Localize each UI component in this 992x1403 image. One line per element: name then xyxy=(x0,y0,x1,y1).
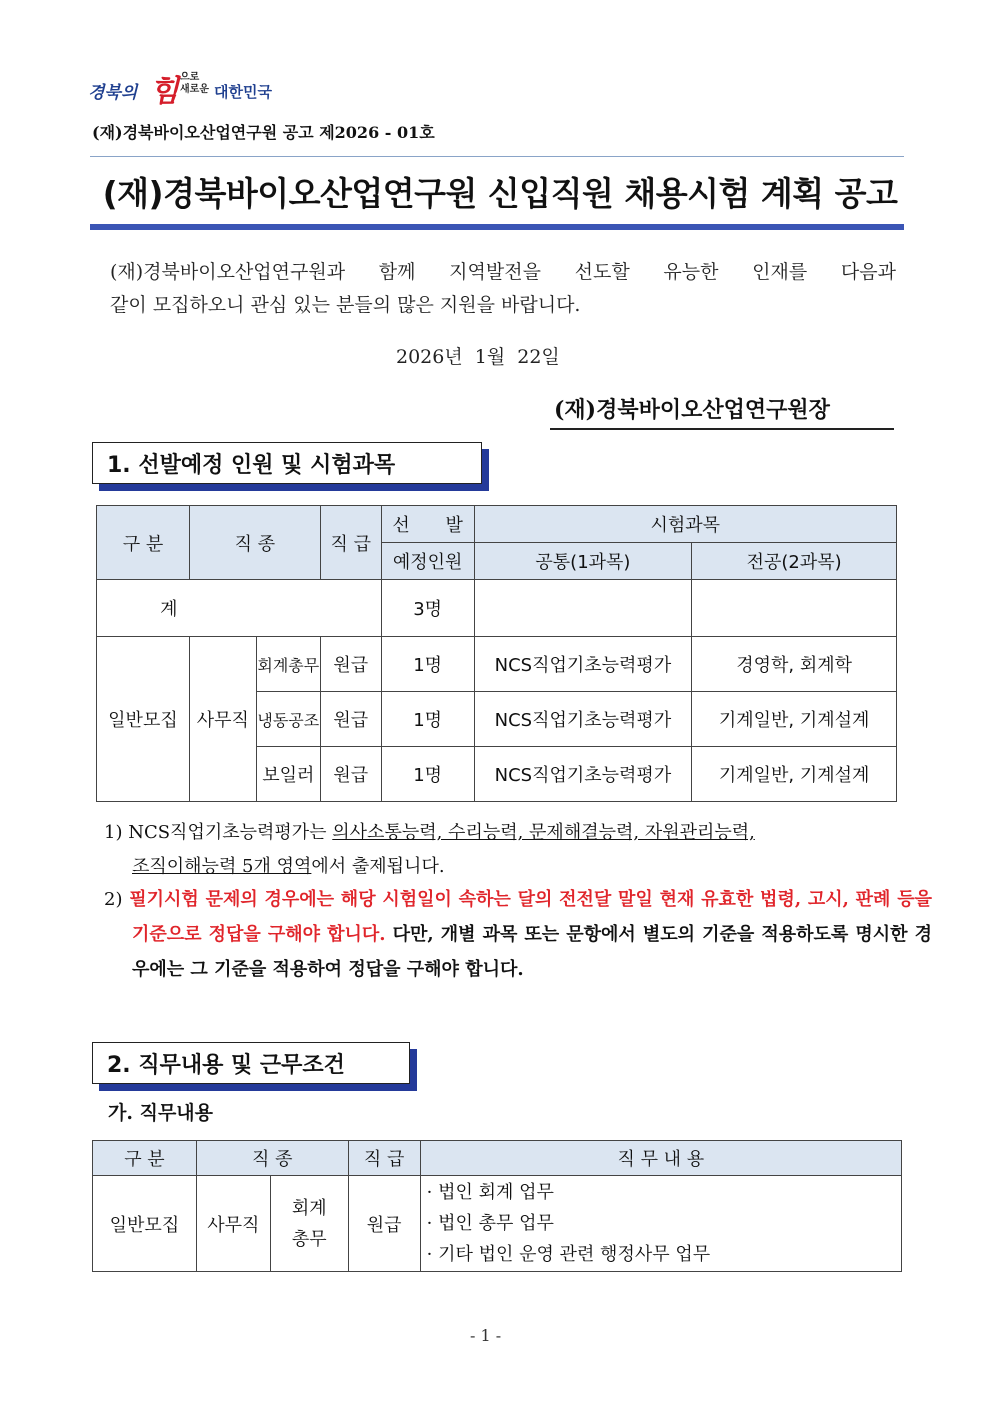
subsection-a-title: 가. 직무내용 xyxy=(108,1102,213,1124)
duty-item: · 법인 회계 업무 xyxy=(426,1182,554,1203)
duty-job-cell: 사무직 xyxy=(196,1176,270,1272)
note-1-suffix: 에서 출제됩니다. xyxy=(311,856,445,877)
signer: (재)경북바이오산업연구원장 xyxy=(554,397,830,423)
section-2-heading xyxy=(92,1042,410,1084)
total-major xyxy=(692,580,897,637)
grade-cell: 원급 xyxy=(320,692,381,747)
header-category: 구 분 xyxy=(97,506,190,580)
duty-header-category: 구 분 xyxy=(93,1141,197,1176)
intro-line-1: (재)경북바이오산업연구원과 함께 지역발전을 선도할 유능한 인재를 다음과 xyxy=(110,261,896,283)
note-1-prefix: 1) NCS직업기초능력평가는 xyxy=(104,822,327,843)
count-cell: 1명 xyxy=(381,747,474,802)
common-subject-cell: NCS직업기초능력평가 xyxy=(474,747,692,802)
duty-field-line1: 회계 xyxy=(291,1197,327,1219)
grade-cell: 원급 xyxy=(320,747,381,802)
duty-header-job-type: 직 종 xyxy=(196,1141,348,1176)
logo-small-line2: 새로운 xyxy=(180,84,209,95)
logo-small-line1: 으로 xyxy=(180,72,200,83)
header-planned-line1: 선 발 xyxy=(381,506,474,543)
logo-script-text: 경북의 xyxy=(88,83,138,103)
group-cell: 일반모집 xyxy=(97,637,190,802)
note-1 xyxy=(104,816,904,884)
note-2-black-text: 다만, 개별 과목 또는 문항에서 별도의 기준을 적용하도록 명시한 경우에는 그 기준을 적용하여 정답을 구해야 합니다. xyxy=(132,924,932,980)
total-label: 계 xyxy=(97,580,382,637)
major-subject-cell: 경영학, 회계학 xyxy=(692,637,897,692)
grade-cell: 원급 xyxy=(320,637,381,692)
note-1-underlined-b: 조직이해능력 5개 영역 xyxy=(132,856,312,877)
duty-item: · 기타 법인 운영 관련 행정사무 업무 xyxy=(426,1244,711,1265)
page-number: - 1 - xyxy=(470,1326,502,1345)
count-cell: 1명 xyxy=(381,637,474,692)
duty-header-grade: 직 급 xyxy=(348,1141,420,1176)
duty-description-cell xyxy=(420,1176,901,1272)
duty-table xyxy=(92,1140,902,1272)
note-2-prefix: 2) xyxy=(104,889,123,910)
duty-field-line2: 총무 xyxy=(291,1228,327,1250)
header-planned-line2: 예정인원 xyxy=(381,543,474,580)
notice-date: 2026년 1월 22일 xyxy=(396,346,560,368)
common-subject-cell: NCS직업기초능력평가 xyxy=(474,692,692,747)
header-job-type: 직 종 xyxy=(189,506,320,580)
field-cell: 보일러 xyxy=(256,747,320,802)
logo-him-text: 힘 xyxy=(150,74,179,109)
duty-grade-cell: 원급 xyxy=(348,1176,420,1272)
header-divider xyxy=(90,156,904,157)
note-2-red-text: 필기시험 문제의 경우에는 해당 시험일이 속하는 달의 전전달 말일 현재 유효한 법령, 고시, 판례 등을 기준으로 정답을 구해야 합니다. xyxy=(129,889,932,945)
header-subjects: 시험과목 xyxy=(474,506,896,543)
recruitment-table xyxy=(96,505,897,802)
duty-group-cell: 일반모집 xyxy=(93,1176,197,1272)
signer-underline xyxy=(550,428,894,430)
logo-small-text xyxy=(180,72,209,96)
field-cell: 회계총무 xyxy=(256,637,320,692)
count-cell: 1명 xyxy=(381,692,474,747)
field-cell: 냉동공조 xyxy=(256,692,320,747)
common-subject-cell: NCS직업기초능력평가 xyxy=(474,637,692,692)
header-grade: 직 급 xyxy=(320,506,381,580)
duty-header-duty: 직 무 내 용 xyxy=(420,1141,901,1176)
job-cell: 사무직 xyxy=(189,637,256,802)
title-underline xyxy=(90,224,904,230)
major-subject-cell: 기계일반, 기계설계 xyxy=(692,692,897,747)
major-subject-cell: 기계일반, 기계설계 xyxy=(692,747,897,802)
logo-big-text: 대한민국 xyxy=(214,83,272,101)
total-count: 3명 xyxy=(381,580,474,637)
note-1-underlined-a: 의사소통능력, 수리능력, 문제해결능력, 자원관리능력, xyxy=(332,822,755,843)
slogan-logo xyxy=(88,70,318,110)
section-1-title: 1. 선발예정 인원 및 시험과목 xyxy=(107,452,396,478)
notice-number: (재)경북바이오산업연구원 공고 제2026 - 01호 xyxy=(92,123,435,142)
duty-item: · 법인 총무 업무 xyxy=(426,1213,554,1234)
section-2-title: 2. 직무내용 및 근무조건 xyxy=(107,1052,345,1078)
section-1-heading xyxy=(92,442,482,484)
total-common xyxy=(474,580,692,637)
header-major: 전공(2과목) xyxy=(692,543,897,580)
page-title: (재)경북바이오산업연구원 신입직원 채용시험 계획 공고 xyxy=(102,174,898,213)
intro-line-2: 같이 모집하오니 관심 있는 분들의 많은 지원을 바랍니다. xyxy=(110,294,581,316)
duty-field-cell xyxy=(270,1176,348,1272)
header-common: 공통(1과목) xyxy=(474,543,692,580)
note-2 xyxy=(104,882,932,987)
